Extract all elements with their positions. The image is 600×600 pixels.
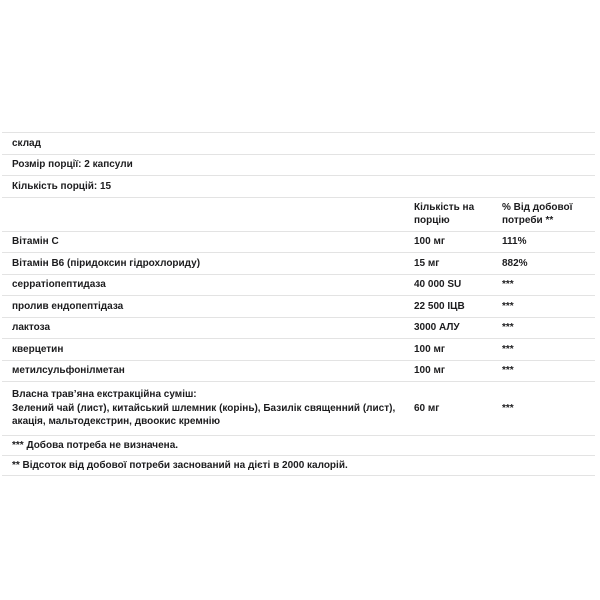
supplement-facts-panel <box>2 132 595 476</box>
serving-size-row <box>2 155 595 177</box>
footnote-text: ** Відсоток від добової потреби заснований на дієті в 2000 калорій. <box>12 459 348 471</box>
ingredient-daily-value: *** <box>502 343 514 355</box>
table-row <box>2 318 595 340</box>
ingredient-daily-value: *** <box>502 402 514 414</box>
ingredient-daily-value: *** <box>502 300 514 312</box>
table-row <box>2 296 595 318</box>
table-row <box>2 361 595 383</box>
composition-header <box>2 133 595 155</box>
ingredient-amount: 15 мг <box>414 257 440 269</box>
footnote-daily-value-not-established <box>2 436 595 456</box>
ingredient-amount: 60 мг <box>414 402 440 414</box>
ingredient-daily-value: *** <box>502 322 514 333</box>
composition-label: склад <box>12 137 41 149</box>
footnote-text: *** Добова потреба не визначена. <box>12 439 179 451</box>
table-row <box>2 339 595 361</box>
table-row <box>2 275 595 297</box>
ingredient-daily-value: *** <box>502 279 514 290</box>
servings-count-row <box>2 176 595 198</box>
ingredient-name: кверцетин <box>12 343 64 355</box>
ingredient-amount: 100 мг <box>414 343 446 355</box>
ingredient-amount: 3000 АЛУ <box>414 322 460 333</box>
ingredient-daily-value: 882% <box>502 257 528 269</box>
ingredient-amount: 40 000 SU <box>414 279 462 290</box>
table-row <box>2 232 595 254</box>
table-row <box>2 253 595 275</box>
serving-size-label: Розмір порції: 2 капсули <box>12 159 133 170</box>
column-header-amount: Кількість на порцію <box>414 201 475 226</box>
ingredient-daily-value: *** <box>502 365 514 376</box>
ingredient-name: серратіопептидаза <box>12 279 106 290</box>
ingredient-name: Вітамін B6 (піридоксин гідрохлориду) <box>12 257 201 269</box>
ingredient-name <box>2 388 414 429</box>
table-row-blend <box>2 382 595 436</box>
ingredient-amount: 100 мг <box>414 236 446 247</box>
column-header-daily-value: % Від добової потреби ** <box>502 201 573 226</box>
ingredient-name: Вітамін C <box>12 236 59 247</box>
ingredient-amount: 100 мг <box>414 365 446 376</box>
blend-title: Власна трав’яна екстракційна суміш: <box>12 389 197 401</box>
blend-ingredients-detail: Зелений чай (лист), китайський шлемник (корінь), Базилік священний (лист), акація, мальтодекстрин, двоокис кремнію <box>12 402 396 428</box>
ingredient-name: пролив ендопептідаза <box>12 300 124 312</box>
footnote-percent-daily-value <box>2 456 595 476</box>
table-header-row <box>2 198 595 232</box>
ingredient-name: метилсульфонілметан <box>12 365 125 376</box>
ingredient-name: лактоза <box>12 322 51 333</box>
servings-count-label: Кількість порцій: 15 <box>12 180 112 192</box>
ingredient-daily-value: 111% <box>502 236 527 247</box>
ingredient-amount: 22 500 ІЦВ <box>414 300 465 312</box>
